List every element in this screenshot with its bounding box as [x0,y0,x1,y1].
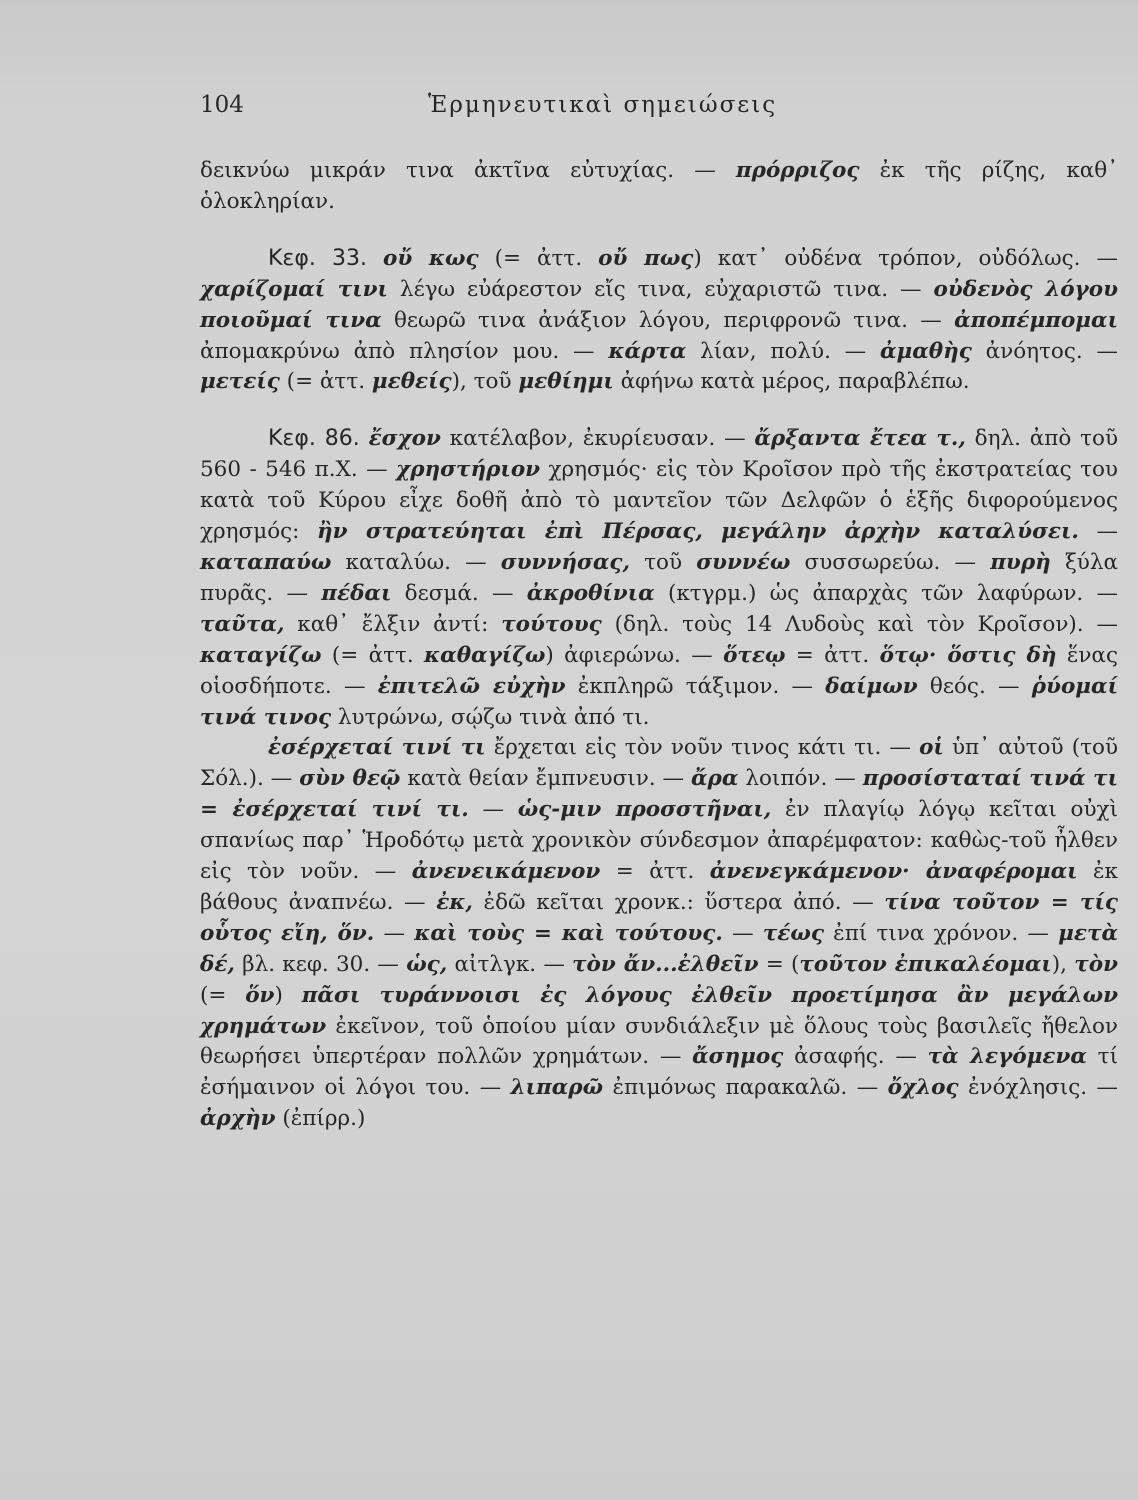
gloss-text: τοῦ [629,549,697,575]
gloss-text: — [722,920,763,946]
lemma-term: τούτους [501,611,602,637]
gloss-text: ), τοῦ [451,369,519,395]
lemma-term: ἀνενεγκάμενον· ἀναφέρομαι [709,859,1078,885]
gloss-text [360,426,369,451]
gloss-text: ἀφήνω κατὰ μέρος, παραβλέπω. [613,369,970,395]
gloss-text: ) κατ᾽ οὐδένα τρόπον, οὐδόλως. — [693,245,1118,271]
lemma-term: κάρτα [608,338,687,364]
gloss-text: ἐνόχλησις. — [958,1075,1118,1101]
gloss-text: ) [274,982,302,1008]
lemma-term: ῥύομαί τινά τινος [200,673,1118,730]
gloss-text: ἀνόητος. — [971,338,1118,364]
lemma-term: ἀνενεικάμενον [411,859,601,885]
gloss-text: (= ἀττ. [321,642,425,668]
lemma-term: προσίσταταί τινά τι = ἐσέρχεταί τινί τι. [200,766,1118,823]
paragraph-chapter-86 [200,424,1118,733]
gloss-text: καταλύω. — [331,549,501,575]
lemma-term: οἱ [919,735,944,761]
gloss-text: αἰτλγκ. — [447,951,573,977]
gloss-text: (= [200,982,246,1008]
gloss-text: λυτρώνω, σῴζω τινὰ ἀπό τι. [331,704,650,730]
lemma-term: τὸν ἄν...ἐλθεῖν [572,951,759,977]
lemma-term: ἔσχον [368,426,441,452]
lemma-term: πυρὴ [990,549,1051,575]
chapter-label: Κεφ. 86. [268,426,360,452]
lemma-term: ἐκ, [436,889,473,915]
gloss-text: δεικνύω μικράν τινα ἀκτῖνα εὐτυχίας. — [200,158,736,183]
gloss-text: συσσωρεύω. — [790,549,991,575]
body-text [200,156,1118,1135]
lemma-term: ἄρα [691,766,739,792]
gloss-text: θεός. — [917,673,1032,699]
lemma-term: πᾶσι τυράννοισι ἐς λόγους ἐλθεῖν προετίμησα ἂν μεγάλων χρημάτων [200,982,1118,1039]
lemma-term: ἀποπέμπομαι [954,307,1118,333]
gloss-text: λέγω εὐάρεστον εἴς τινα, εὐχαριστῶ τινα. — [387,276,934,302]
lemma-term: ὡς, [406,951,448,977]
gloss-text: ὑπ᾽ αὐτοῦ (τοῦ Σόλ.). — [200,735,1119,792]
lemma-term: ἀμαθὴς [879,338,972,364]
gloss-text: λίαν, πολύ. — [686,338,880,364]
gloss-text: ἐπί τινα χρόνον. — [823,920,1059,946]
lemma-term: χρηστήριον [396,457,541,483]
lemma-term: οὔ κως [383,245,479,271]
lemma-term: ἀρχὴν [200,1106,276,1132]
lemma-term: καθαγίζω [424,642,546,668]
lemma-term: καὶ τοὺς = καὶ τούτους. [414,920,723,946]
gloss-text: ἐκ βάθους ἀναπνέω. — [200,859,1118,915]
lemma-term: ἄσημος [692,1044,784,1070]
lemma-term: μετὰ δέ, [200,920,1118,977]
gloss-text: ἐν πλαγίῳ λόγῳ κεῖται οὐχὶ σπανίως παρ᾽ Ἡροδότῳ μετὰ χρονικὸν σύνδεσμον ἀπαρέμφατον: καθὼς-τοῦ ἦλθεν εἰς τὸν νοῦν. — [200,797,1119,885]
lemma-term: τίνα τοῦτον = τίς οὗτος εἴη, ὅν. [200,889,1119,946]
lemma-term: τὸν [1074,951,1118,977]
lemma-term: ὅν [245,982,275,1008]
gloss-text: κατὰ θείαν ἔμπνευσιν. — [400,766,691,792]
lemma-term: δαίμων [825,673,918,699]
gloss-text: ἐκ τῆς ρίζης, καθ᾽ ὁλοκληρίαν. [200,158,1118,214]
paragraph-continuation [200,156,1118,218]
gloss-text: — [1078,519,1119,545]
lemma-term: πρόρριζος [735,158,860,183]
gloss-text: (κτγρμ.) ὡς ἀπαρχὰς τῶν λαφύρων. — [654,580,1118,606]
gloss-text: καθ᾽ ἔλξιν ἀντί: [284,611,502,637]
gloss-text: (= ἀττ. [478,245,599,271]
gloss-text: (= ἀττ. [279,369,372,395]
lemma-term: οὐδενὸς λόγου ποιοῦμαί τινα [200,276,1119,333]
lemma-term: ἐσέρχεταί τινί τι [268,735,486,761]
gloss-text: ἀσαφής. — [783,1044,928,1070]
gloss-text: θεωρῶ τινα ἀνάξιον λόγου, περιφρονῶ τινα. — [381,307,955,333]
lemma-term: συννέω [696,549,791,575]
page-header [200,92,920,128]
chapter-label: Κεφ. 33. [268,245,367,271]
gloss-text: = ( [758,951,800,977]
lemma-term: ὅτεῳ [723,642,786,668]
gloss-text: κατέλαβον, ἐκυρίευσαν. — [440,426,755,452]
gloss-text: δηλ. ἀπὸ τοῦ 560 - 546 π.Χ. — [200,426,1119,483]
gloss-text: ἐκπληρῶ τάξιμον. — [565,673,826,699]
lemma-term: ὅτῳ· ὅστις δὴ [879,642,1057,668]
gloss-text: λοιπόν. — [738,766,863,792]
gloss-text: (ἐπίρρ.) [275,1106,366,1132]
gloss-text: — [374,920,415,946]
gloss-text: ἐκεῖνον, τοῦ ὁποίου μίαν συνδιάλεξιν μὲ ὅλους τοὺς βασιλεῖς ἤθελον θεωρήσει ὑπερτέραν πολλῶν χρημάτων. — [200,1013,1118,1070]
gloss-text: ) ἀφιερώνω. — [545,642,724,668]
gloss-text [367,246,383,271]
gloss-text: χρησμός· εἰς τὸν Κροῖσον πρὸ τῆς ἐκστρατείας του κατὰ τοῦ Κύρου εἶχε δοθῆ ἀπὸ τὸ μαντεῖον τῶν Δελφῶν ὁ ἑξῆς διφορούμενος χρησμός: [200,457,1118,545]
lemma-term: καταγίζω [200,642,322,668]
gloss-text: ἕνας οἱοσδήποτε. — [200,642,1118,699]
lemma-term: ὄχλος [887,1075,959,1101]
lemma-term: καταπαύω [200,549,332,575]
page-number: 104 [200,92,244,118]
gloss-text: ἔρχεται εἰς τὸν νοῦν τινος κάτι τι. — [485,735,920,761]
gloss-text: ), [1051,951,1075,977]
lemma-term: μετείς [200,369,280,395]
gloss-text: ἀπομακρύνω ἀπὸ πλησίον μου. — [200,338,609,364]
gloss-text: βλ. κεφ. 30. — [234,951,407,977]
gloss-text: (δηλ. τοὺς 14 Λυδοὺς καὶ τὸν Κροῖσον). — [601,611,1118,637]
lemma-term: χαρίζομαί τινι [200,276,388,302]
gloss-text: ἐδῶ κεῖται χρονκ.: ὕστερα ἀπό. — [472,889,885,915]
paragraph-chapter-33 [200,244,1118,399]
lemma-term: ὡς-μιν προσστῆναι, [517,797,772,823]
paragraph-chapter-86-continued [200,733,1118,1135]
lemma-term: μεθίημι [518,369,614,395]
gloss-text: δεσμά. — [391,580,527,606]
lemma-term: ταῦτα, [200,611,285,637]
lemma-term: ἢν στρατεύηται ἐπὶ Πέρσας, μεγάλην ἀρχὴν καταλύσει. [317,519,1079,545]
lemma-term: σὺν θεῷ [299,766,401,792]
lemma-term: πέδαι [321,580,392,606]
lemma-term: ἀκροθίνια [526,580,655,606]
lemma-term: μεθείς [371,369,452,395]
lemma-term: συννήσας, [500,549,630,575]
lemma-term: τὰ λεγόμενα [927,1044,1087,1070]
lemma-term: λιπαρῶ [510,1075,604,1101]
gloss-text: — [468,797,518,823]
lemma-term: οὔ πως [598,245,694,271]
lemma-term: τοῦτον ἐπικαλέομαι [799,951,1052,977]
lemma-term: ἐπιτελῶ εὐχὴν [377,673,566,699]
gloss-text: = ἀττ. [600,859,710,885]
gloss-text: = ἀττ. [785,642,880,668]
lemma-term: τέως [762,920,824,946]
lemma-term: ἄρξαντα ἔτεα τ., [754,426,966,452]
running-head: Ἑρμηνευτικαὶ σημειώσεις [428,92,778,118]
gloss-text: τί ἐσήμαινον οἱ λόγοι του. — [200,1044,1119,1101]
gloss-text: ἐπιμόνως παρακαλῶ. — [603,1075,888,1101]
gloss-text: ξύλα πυρᾶς. — [200,549,1118,606]
